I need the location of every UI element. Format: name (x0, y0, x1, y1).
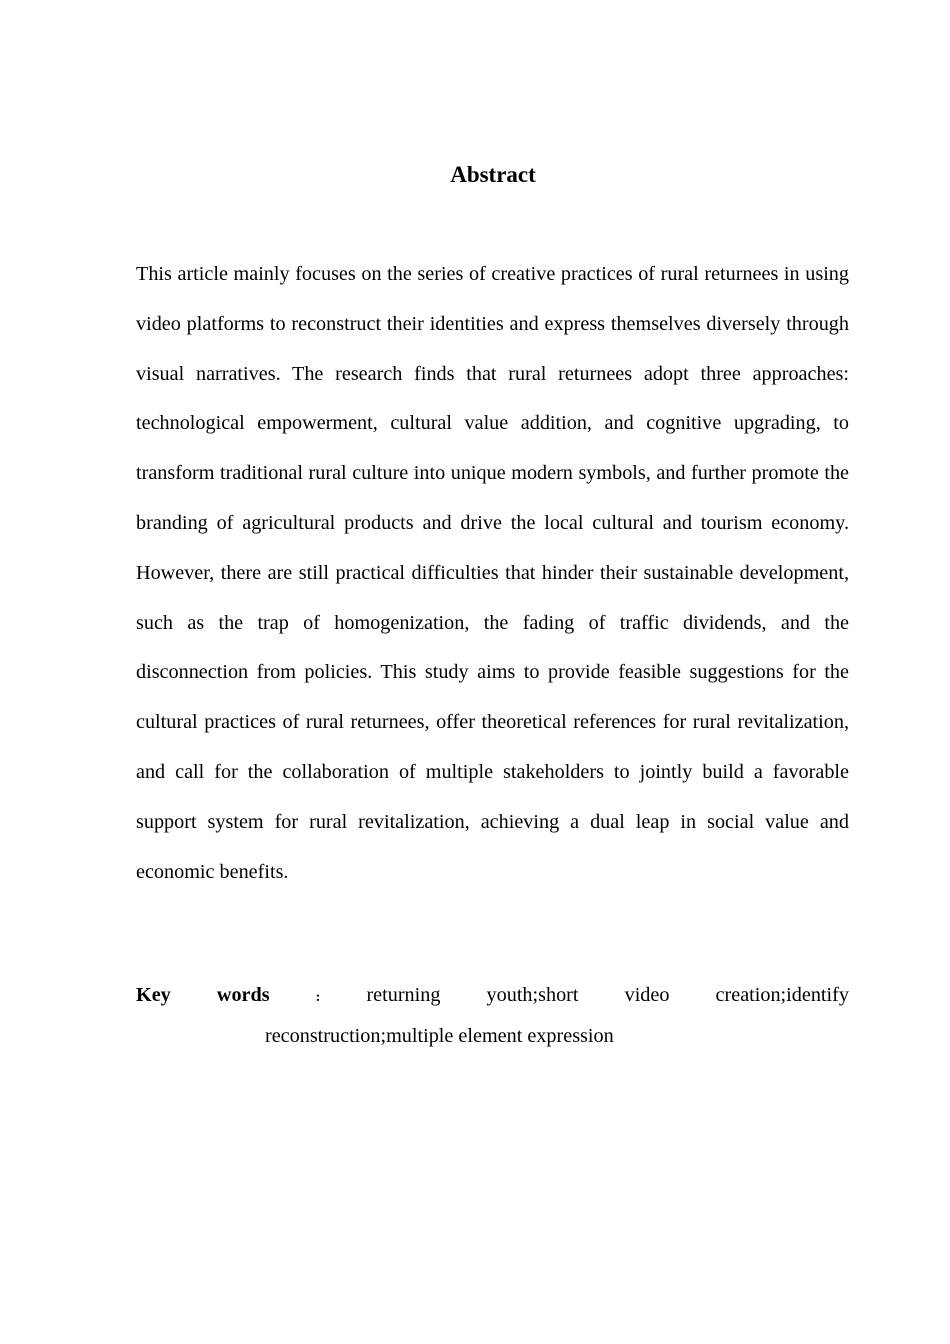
keywords-label-words: words (216, 984, 270, 1006)
keyword-term: video (624, 984, 670, 1006)
keywords-section (136, 976, 849, 1056)
keywords-colon: : (315, 990, 321, 1005)
keywords-line-2: reconstruction;multiple element expression (265, 1025, 614, 1047)
keyword-term: creation;identify (715, 984, 849, 1006)
abstract-paragraph: This article mainly focuses on the series of creative practices of rural returnees in using video platforms to reconstruct their identities and express themselves diversely through visual narratives. The research finds that rural returnees adopt three approaches: technological empowerment, cultural value addition, and cognitive upgrading, to transform traditional rural culture into unique modern symbols, and further promote the branding of agricultural products and drive the local cultural and tourism economy. However, there are still practical difficulties that hinder their sustainable development, such as the trap of homogenization, the fading of traffic dividends, and the disconnection from policies. This study aims to provide feasible suggestions for the cultural practices of rural returnees, offer theoretical references for rural revitalization, and call for the collaboration of multiple stakeholders to jointly build a favorable support system for rural revitalization, achieving a dual leap in social value and economic benefits. (136, 263, 849, 883)
keywords-line-1 (136, 976, 849, 1017)
keyword-term: youth;short (486, 984, 579, 1006)
abstract-heading: Abstract (450, 162, 536, 187)
keywords-label-key: Key (136, 984, 171, 1006)
keyword-term: returning (366, 984, 441, 1006)
